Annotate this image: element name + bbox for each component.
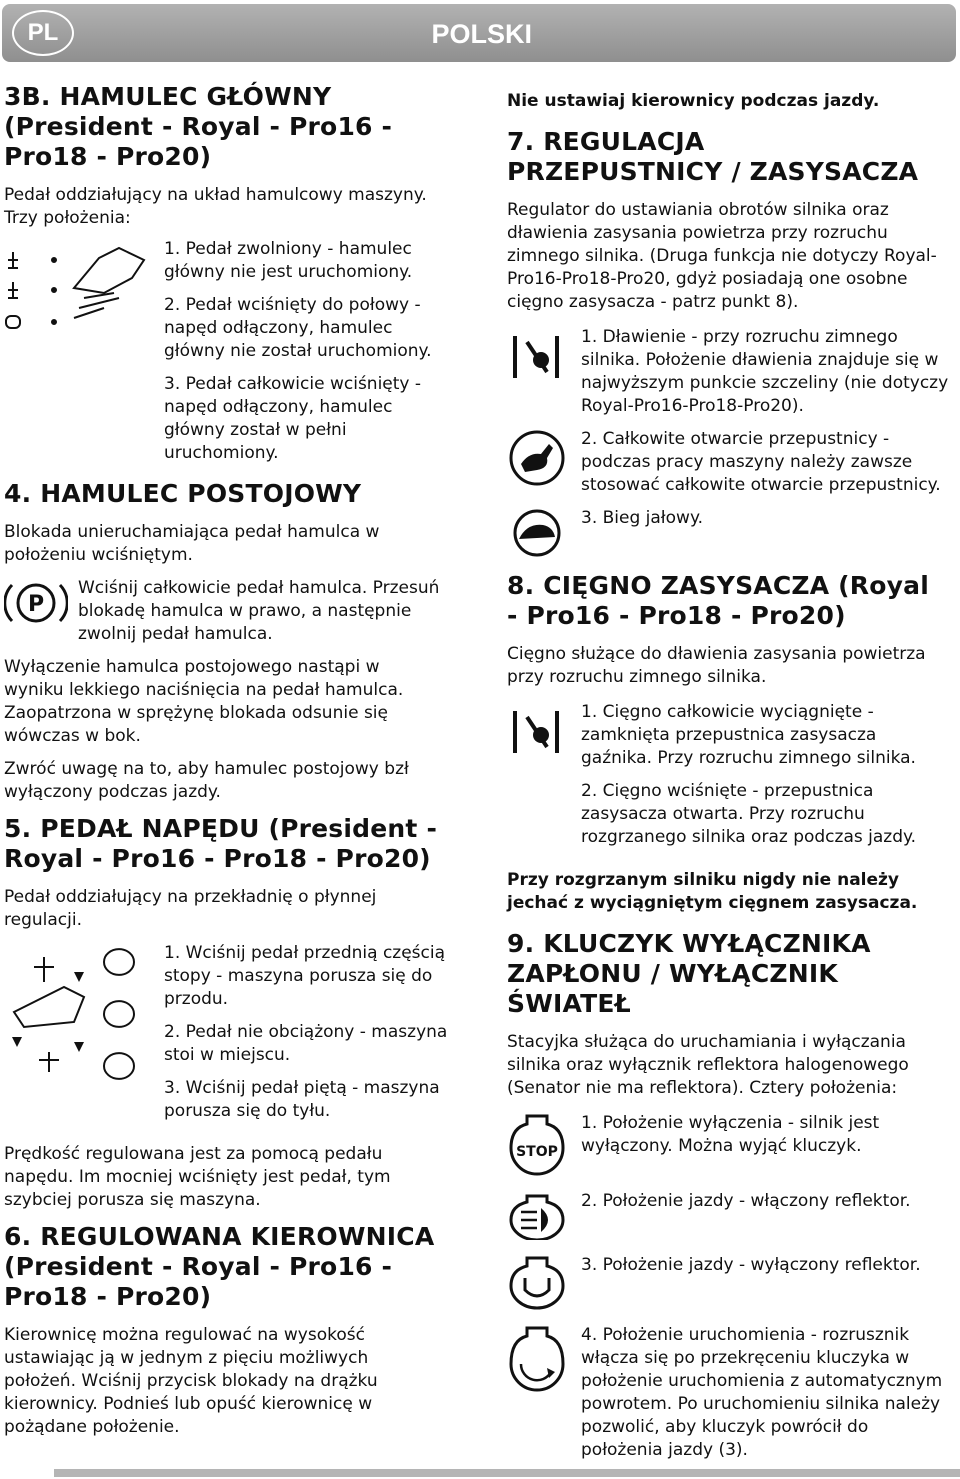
drive-pedal-list	[164, 942, 454, 1133]
section-title: 6. REGULOWANA KIEROWNICA (President - Royal - Pro16 - Pro18 - Pro20)	[4, 1222, 435, 1311]
list-item: 2. Całkowite otwarcie przepustnicy - podczas pracy maszyny należy zawsze stosować całkowite otwarcie przepustnicy.	[581, 429, 941, 495]
choke-cable-list	[581, 701, 951, 859]
paragraph: Zwróć uwagę na to, aby hamulec postojowy bzł wyłączony podczas jazdy.	[4, 759, 409, 802]
paragraph: Kierownicę można regulować na wysokość ustawiając ją w jednym z pięciu możliwych położeń. Wciśnij przycisk blokady na drążku kierownicy. Podnieś lub opuść kierownicę w pożądane położenie.	[4, 1325, 378, 1437]
list-item: 2. Położenie jazdy - włączony reflektor.	[581, 1191, 911, 1211]
parking-brake-icon	[4, 577, 78, 646]
language-title: POLSKI	[431, 19, 532, 49]
section-intro: Regulator do ustawiania obrotów silnika oraz dławienia zasysania powietrza przy rozruchu zimnego silnika. (Druga funkcja nie dotyczy Royal-Pro16-Pro18-Pro20, gdyż posiadają one osobne cięgno zasysacza - patrz punkt 8).	[507, 200, 937, 312]
headlight-off-icon	[507, 1254, 581, 1314]
list-item: 1. Położenie wyłączenia - silnik jest wyłączony. Można wyjąć kluczyk.	[581, 1113, 880, 1156]
list-item: 1. Dławienie - przy rozruchu zimnego silnika. Położenie dławienia znajduje się w najwyższym punkcie szczeliny (nie dotyczy Royal-Pro16-Pro18-Pro20).	[581, 327, 949, 416]
list-item: 2. Pedał wciśnięty do połowy - napęd odłączony, hamulec główny nie został uruchomiony.	[164, 295, 432, 361]
parking-brake-instruction: Wciśnij całkowicie pedał hamulca. Przesuń blokadę hamulca w prawo, a następnie zwolnij pedał hamulca.	[78, 578, 440, 644]
section-title: 5. PEDAŁ NAPĘDU (President - Royal - Pro16 - Pro18 - Pro20)	[4, 814, 438, 873]
section-title: 4. HAMULEC POSTOJOWY	[4, 479, 362, 508]
section-6-steering	[4, 1222, 470, 1439]
list-item: 3. Wciśnij pedał piętą - maszyna porusza się do tyłu.	[164, 1078, 440, 1121]
list-item: 1. Cięgno całkowicie wyciągnięte - zamknięta przepustnica zasysacza gaźnika. Przy rozruchu zimnego silnika.	[581, 702, 916, 768]
section-7-throttle	[507, 127, 953, 561]
page-header-banner	[2, 4, 956, 62]
section-4-parking-brake	[4, 479, 470, 804]
steering-warning: Nie ustawiaj kierownicy podczas jazdy.	[507, 91, 880, 111]
section-8-choke-cable	[507, 571, 953, 915]
language-badge: PL	[12, 10, 74, 56]
svg-text:P: P	[27, 592, 45, 617]
list-item: 3. Bieg jałowy.	[581, 508, 703, 528]
paragraph: Prędkość regulowana jest za pomocą pedału napędu. Im mocniej wciśnięty jest pedał, tym szybciej porusza się maszyna.	[4, 1144, 391, 1210]
brake-pedal-positions-icon	[4, 238, 164, 475]
footer-divider	[54, 1469, 960, 1477]
section-5-drive-pedal	[4, 814, 470, 1212]
headlight-on-icon	[507, 1190, 581, 1244]
list-item: 2. Cięgno wciśnięte - przepustnica zasysacza otwarta. Przy rozruchu rozgrzanego silnika oraz podczas jazdy.	[581, 781, 917, 847]
stop-label: STOP	[516, 1144, 558, 1160]
list-item: 1. Wciśnij pedał przednią częścią stopy - maszyna porusza się do przodu.	[164, 943, 446, 1009]
drive-pedal-icon	[4, 942, 164, 1133]
section-9-ignition	[507, 929, 953, 1462]
turtle-slow-icon	[507, 507, 581, 561]
right-column	[507, 90, 953, 1472]
section-title: 8. CIĘGNO ZASYSACZA (Royal - Pro16 - Pro18 - Pro20)	[507, 571, 929, 630]
list-item: 4. Położenie uruchomienia - rozrusznik włącza się po przekręceniu kluczyka w położenie uruchomienia z automatycznym powrotem. Po uruchomieniu silnika należy pozwolić, aby kluczyk powrócił do położenia jazdy (3).	[581, 1325, 943, 1460]
section-intro: Pedał oddziałujący na przekładnię o płynnej regulacji.	[4, 887, 377, 930]
section-title: 7. REGULACJA PRZEPUSTNICY / ZASYSACZA	[507, 127, 919, 186]
left-column	[4, 82, 470, 1449]
choke-icon	[507, 326, 581, 418]
section-intro: Pedał oddziałujący na układ hamulcowy maszyny. Trzy położenia:	[4, 185, 427, 228]
choke-warning: Przy rozgrzanym silniku nigdy nie należy jechać z wyciągniętym cięgnem zasysacza.	[507, 870, 918, 913]
list-item: 2. Pedał nie obciążony - maszyna stoi w miejscu.	[164, 1022, 448, 1065]
brake-position-list	[164, 238, 444, 475]
section-title: 3B. HAMULEC GŁÓWNY (President - Royal - Pro16 - Pro18 - Pro20)	[4, 82, 393, 171]
stop-icon	[507, 1112, 581, 1180]
section-3b-main-brake	[4, 82, 470, 475]
rabbit-fast-icon	[507, 428, 581, 497]
paragraph: Wyłączenie hamulca postojowego nastąpi w wyniku lekkiego naciśnięcia na pedał hamulca. Zaopatrzona w sprężynę blokada odsunie się wówczas w bok.	[4, 657, 404, 746]
section-title: 9. KLUCZYK WYŁĄCZNIKA ZAPŁONU / WYŁĄCZNIK ŚWIATEŁ	[507, 929, 871, 1018]
section-intro: Blokada unieruchamiająca pedał hamulca w położeniu wciśniętym.	[4, 522, 380, 565]
list-item: 3. Położenie jazdy - wyłączony reflektor.	[581, 1255, 921, 1275]
engine-start-icon	[507, 1324, 581, 1462]
section-intro: Stacyjka służąca do uruchamiania i wyłączania silnika oraz wyłącznik reflektora halogenowego (Senator nie ma reflektora). Cztery położenia:	[507, 1032, 909, 1098]
list-item: 3. Pedał całkowicie wciśnięty - napęd odłączony, hamulec główny został w pełni uruchomiony.	[164, 374, 422, 463]
section-intro: Cięgno służące do dławienia zasysania powietrza przy rozruchu zimnego silnika.	[507, 644, 926, 687]
choke-cable-icon	[507, 701, 581, 859]
list-item: 1. Pedał zwolniony - hamulec główny nie jest uruchomiony.	[164, 239, 413, 282]
